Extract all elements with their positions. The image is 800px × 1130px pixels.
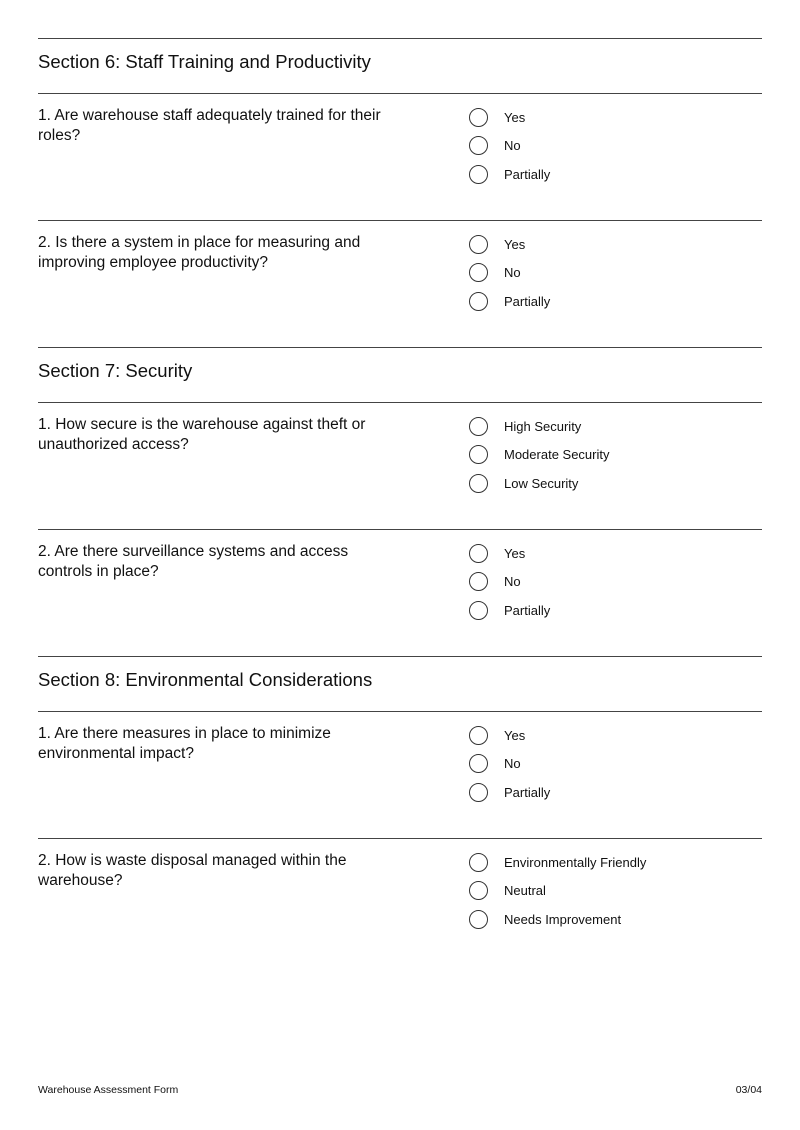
- radio-option-label[interactable]: Partially: [504, 166, 551, 182]
- question-text: 2. Is there a system in place for measuring and improving employee productivity?: [38, 234, 361, 271]
- radio-option-label[interactable]: Yes: [504, 109, 526, 125]
- radio-button[interactable]: [469, 474, 488, 493]
- radio-option[interactable]: [469, 412, 610, 441]
- question-block: [38, 220, 762, 347]
- radio-option-label[interactable]: Partially: [504, 602, 551, 618]
- radio-option[interactable]: [469, 750, 550, 779]
- assessment-form: [38, 38, 762, 965]
- radio-option[interactable]: [469, 469, 610, 498]
- radio-group: [469, 721, 550, 807]
- question-text: 1. How secure is the warehouse against theft or unauthorized access?: [38, 416, 366, 453]
- radio-button[interactable]: [469, 417, 488, 436]
- radio-button[interactable]: [469, 292, 488, 311]
- section-header: [38, 347, 762, 402]
- radio-button[interactable]: [469, 235, 488, 254]
- radio-option-label[interactable]: No: [504, 574, 521, 590]
- radio-option[interactable]: [469, 539, 550, 568]
- radio-option[interactable]: [469, 230, 550, 259]
- radio-option-label[interactable]: Partially: [504, 784, 551, 800]
- radio-button[interactable]: [469, 136, 488, 155]
- radio-option-label[interactable]: Yes: [504, 545, 526, 561]
- radio-option-label[interactable]: Yes: [504, 727, 526, 743]
- radio-option-label[interactable]: Low Security: [504, 475, 579, 491]
- section-title: Section 8: Environmental Considerations: [38, 669, 373, 690]
- radio-option-label[interactable]: Environmentally Friendly: [504, 854, 647, 870]
- radio-option-label[interactable]: High Security: [504, 418, 582, 434]
- radio-option[interactable]: [469, 596, 550, 625]
- question-block: [38, 93, 762, 220]
- radio-button[interactable]: [469, 853, 488, 872]
- radio-option[interactable]: [469, 848, 646, 877]
- radio-option[interactable]: [469, 132, 550, 161]
- radio-option-label[interactable]: Needs Improvement: [504, 911, 622, 927]
- radio-button[interactable]: [469, 726, 488, 745]
- radio-button[interactable]: [469, 572, 488, 591]
- question-text: 2. Are there surveillance systems and access controls in place?: [38, 543, 349, 580]
- question-block: [38, 529, 762, 656]
- radio-button[interactable]: [469, 108, 488, 127]
- radio-option-label[interactable]: Yes: [504, 236, 526, 252]
- radio-button[interactable]: [469, 754, 488, 773]
- radio-group: [469, 539, 550, 625]
- radio-option[interactable]: [469, 441, 610, 470]
- radio-button[interactable]: [469, 165, 488, 184]
- question-block: [38, 711, 762, 838]
- radio-option-label[interactable]: No: [504, 756, 521, 772]
- radio-option-label[interactable]: Partially: [504, 293, 551, 309]
- radio-option[interactable]: [469, 778, 550, 807]
- radio-option-label[interactable]: Moderate Security: [504, 447, 610, 463]
- radio-group: [469, 412, 610, 498]
- radio-group: [469, 103, 550, 189]
- radio-option[interactable]: [469, 160, 550, 189]
- radio-option[interactable]: [469, 568, 550, 597]
- radio-option[interactable]: [469, 287, 550, 316]
- section-header: [38, 38, 762, 93]
- question-block: [38, 838, 762, 965]
- section-header: [38, 656, 762, 711]
- radio-button[interactable]: [469, 445, 488, 464]
- question-text: 2. How is waste disposal managed within the warehouse?: [38, 852, 347, 889]
- radio-option[interactable]: [469, 877, 646, 906]
- radio-option[interactable]: [469, 905, 646, 934]
- radio-option[interactable]: [469, 721, 550, 750]
- radio-group: [469, 848, 646, 934]
- question-block: [38, 402, 762, 529]
- section-title: Section 7: Security: [38, 360, 193, 381]
- radio-option-label[interactable]: No: [504, 265, 521, 281]
- radio-option-label[interactable]: No: [504, 138, 521, 154]
- radio-button[interactable]: [469, 881, 488, 900]
- question-text: 1. Are there measures in place to minimize environmental impact?: [38, 725, 331, 762]
- radio-option[interactable]: [469, 103, 550, 132]
- radio-button[interactable]: [469, 544, 488, 563]
- radio-button[interactable]: [469, 910, 488, 929]
- radio-button[interactable]: [469, 263, 488, 282]
- question-text: 1. Are warehouse staff adequately trained for their roles?: [38, 107, 381, 144]
- section-title: Section 6: Staff Training and Productivity: [38, 51, 371, 72]
- radio-option-label[interactable]: Neutral: [504, 883, 546, 899]
- radio-button[interactable]: [469, 783, 488, 802]
- radio-button[interactable]: [469, 601, 488, 620]
- radio-option[interactable]: [469, 259, 550, 288]
- radio-group: [469, 230, 550, 316]
- footer-title: Warehouse Assessment Form: [38, 1084, 179, 1096]
- page-number: 03/04: [735, 1084, 762, 1096]
